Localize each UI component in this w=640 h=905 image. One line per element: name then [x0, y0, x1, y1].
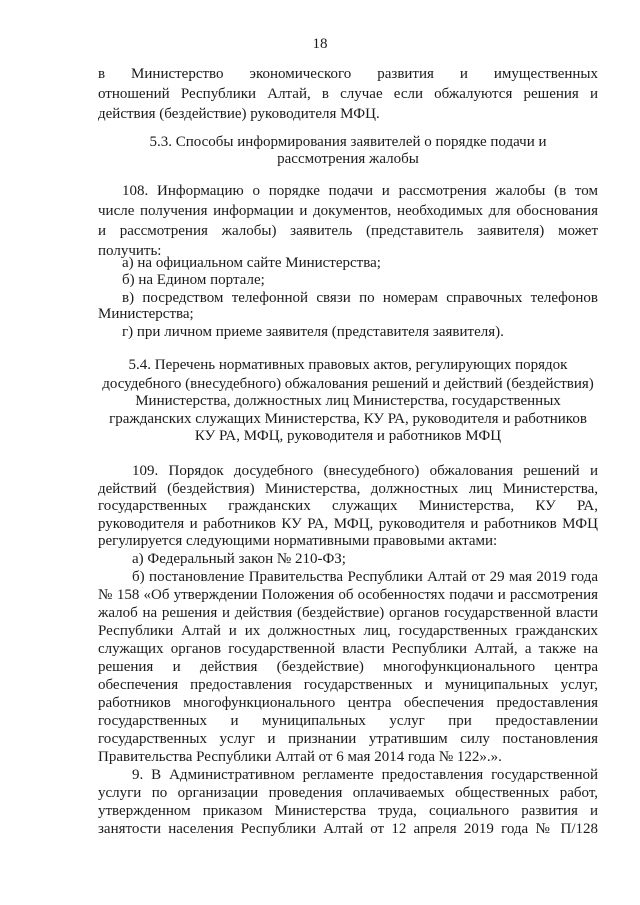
- p109-line-2: действий (бездействия) Министерства, должностных лиц Министерства,: [98, 481, 598, 497]
- p9-line-1: 9. В Административном регламенте предоставления государственной: [132, 767, 598, 783]
- page-number: 18: [312, 36, 328, 52]
- section-5-4-heading-line-2: досудебного (внесудебного) обжалования решений и действий (бездействия): [102, 376, 594, 392]
- p109-item-b-line-6: решения и действия (бездействие) многофункционального центра: [98, 659, 598, 675]
- intro-line-3: действия (бездействие) руководителя МФЦ.: [98, 106, 380, 122]
- section-5-3-heading-line-2: рассмотрения жалобы: [277, 151, 419, 167]
- p108-item-c-line-1: в) посредством телефонной связи по номерам справочных телефонов: [122, 290, 598, 306]
- section-5-3-heading-line-1: 5.3. Способы информирования заявителей о порядке подачи и: [149, 134, 547, 150]
- intro-line-2: отношений Республики Алтай, в случае если обжалуются решения и: [98, 86, 598, 102]
- p108-item-a: а) на официальном сайте Министерства;: [122, 255, 381, 271]
- p109-item-b-line-7: обеспечения предоставления государственных и муниципальных услуг,: [98, 677, 598, 693]
- p108-item-d: г) при личном приеме заявителя (представителя заявителя).: [122, 324, 504, 340]
- section-5-4-heading-line-3: Министерства, должностных лиц Министерства, государственных: [135, 393, 561, 409]
- p108-line-2: числе получения информации и документов, необходимых для обоснования: [98, 203, 598, 219]
- section-5-4-heading-line-5: КУ РА, МФЦ, руководителя и работников МФЦ: [194, 428, 502, 444]
- p109-item-b-line-9: государственных и муниципальных услуг при предоставлении: [98, 713, 598, 729]
- p108-line-3: и рассмотрения жалобы) заявитель (представитель заявителя) может: [98, 223, 598, 239]
- p109-item-b-line-2: № 158 «Об утверждении Положения об особенностях подачи и рассмотрения: [98, 587, 598, 603]
- section-5-4-heading-line-4: гражданских служащих Министерства, КУ РА, руководителя и работников: [109, 411, 587, 427]
- intro-line-1: в Министерство экономического развития и имущественных: [98, 66, 598, 82]
- p109-line-1: 109. Порядок досудебного (внесудебного) обжалования решений и: [132, 463, 598, 479]
- p109-item-b-line-8: работников многофункционального центра обеспечения предоставления: [98, 695, 598, 711]
- p109-line-5: регулируется следующими нормативными правовыми актами:: [98, 533, 498, 549]
- p108-item-b: б) на Едином портале;: [122, 272, 265, 288]
- p109-item-b-line-5: служащих органов государственной власти Республики Алтай, а также на: [98, 641, 598, 657]
- p109-item-b-line-10: государственных услуг и признании утратившим силу постановления: [98, 731, 598, 747]
- p108-line-4: получить:: [98, 243, 162, 259]
- p108-line-1: 108. Информацию о порядке подачи и рассмотрения жалобы (в том: [122, 183, 598, 199]
- p108-item-c-line-2: Министерства;: [98, 306, 194, 322]
- p9-line-4: занятости населения Республики Алтай от 12 апреля 2019 года № П/128: [98, 821, 598, 837]
- p109-item-a: а) Федеральный закон № 210-ФЗ;: [132, 551, 346, 567]
- p109-item-b-line-4: Республики Алтай и их должностных лиц, государственных гражданских: [98, 623, 598, 639]
- section-5-4-heading-line-1: 5.4. Перечень нормативных правовых актов, регулирующих порядок: [128, 357, 568, 373]
- p109-item-b-line-11: Правительства Республики Алтай от 6 мая 2014 года № 122».».: [98, 749, 502, 765]
- p9-line-3: утвержденном приказом Министерства труда, социального развития и: [98, 803, 598, 819]
- p9-line-2: услуги по организации проведения оплачиваемых общественных работ,: [98, 785, 598, 801]
- p109-line-4: руководителя и работников КУ РА, МФЦ, руководителя и работников МФЦ: [98, 516, 598, 532]
- p109-item-b-line-3: жалоб на решения и действия (бездействие) органов государственной власти: [98, 605, 598, 621]
- p109-item-b-line-1: б) постановление Правительства Республики Алтай от 29 мая 2019 года: [132, 569, 598, 585]
- p109-line-3: государственных гражданских служащих Министерства, КУ РА,: [98, 498, 598, 514]
